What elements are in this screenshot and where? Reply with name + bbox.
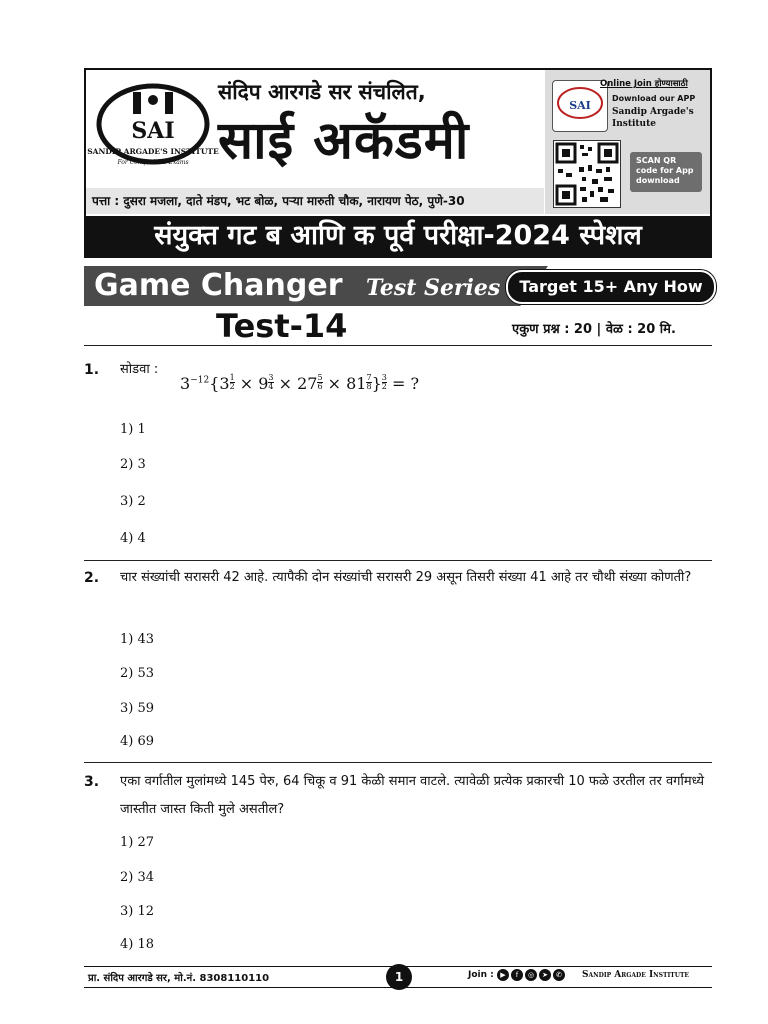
whatsapp-icon[interactable]: ✆: [553, 969, 565, 981]
question-text: चार संख्यांची सरासरी 42 आहे. त्यापैकी दोन संख्यांची सरासरी 29 असून तिसरी संख्या 41 आहे तर चौथी संख्या कोणती?: [120, 570, 692, 585]
exam-banner: संयुक्त गट ब आणि क पूर्व परीक्षा-2024 स्पेशल: [86, 216, 710, 256]
telegram-icon[interactable]: ➤: [539, 969, 551, 981]
test-title: Test-14: [216, 307, 348, 345]
option-1[interactable]: 1) 1: [120, 422, 146, 437]
qr-code-icon[interactable]: [553, 140, 621, 208]
logo-caption: SANDIP ARGADE'S INSTITUTE: [87, 147, 219, 156]
target-badge: Target 15+ Any How: [506, 270, 716, 304]
logo-tagline: For Competitive Exams: [117, 159, 189, 166]
sai-logo: [87, 78, 219, 180]
option-4[interactable]: 4) 69: [120, 734, 155, 749]
option-1[interactable]: 1) 27: [120, 835, 155, 850]
question-text: एका वर्गातील मुलांमध्ये 145 पेरु, 64 चिकू व 91 केळी समान वाटले. त्यावेळी प्रत्येक प्रकारची 10 फळे उरतील तर वर्गामध्ये जास्तीत जास्त किती मुले असतील?: [120, 774, 705, 817]
option-4[interactable]: 4) 18: [120, 937, 155, 952]
facebook-icon[interactable]: f: [511, 969, 523, 981]
option-2[interactable]: 2) 34: [120, 870, 155, 885]
question-formula: $3^{-12}\{3$ $\frac{1}{2}$ × 9 $\frac{3}{4}$ × 27 $\frac{5}{6}$ × 81 $\frac{7}{8}$ } $\frac{3}{2}$ = ?: [180, 373, 420, 393]
institute-line2: Institute: [612, 119, 656, 129]
address: पत्ता : दुसरा मजला, दाते मंडप, भट बोळ, पऱ्या मारुती चौक, नारायण पेठ, पुणे-30: [86, 188, 544, 214]
download-app-text: Download our APP: [612, 94, 696, 103]
page-number: 1: [386, 964, 412, 990]
option-4[interactable]: 4) 4: [120, 531, 146, 546]
institute-name: [612, 106, 694, 130]
academy-title: साई अकॅडमी: [218, 111, 470, 171]
social-icons: [497, 969, 565, 981]
youtube-icon[interactable]: ▶: [497, 969, 509, 981]
pre-title: संदिप आरगडे सर संचलित,: [218, 80, 426, 104]
small-logo-text: SAI: [569, 99, 591, 112]
footer-contact: प्रा. संदिप आरगडे सर, मो.नं. 8308110110: [88, 973, 270, 984]
question-number: 2.: [84, 570, 100, 586]
divider: [84, 345, 712, 346]
series-title: Game Changer: [94, 268, 343, 303]
divider: [84, 762, 712, 763]
footer-join-label: Join :: [468, 970, 494, 980]
option-2[interactable]: 2) 3: [120, 457, 146, 472]
test-meta: एकुण प्रश्न : 20 | वेळ : 20 मि.: [512, 322, 676, 337]
divider: [84, 560, 712, 561]
online-join-text: Online Join होण्यासाठी: [600, 79, 688, 89]
institute-line1: Sandip Argade's: [612, 107, 694, 117]
footer-institute: Sandip Argade Institute: [582, 970, 689, 980]
option-3[interactable]: 3) 2: [120, 494, 146, 509]
option-3[interactable]: 3) 12: [120, 904, 155, 919]
scan-qr-label: SCAN QR code for App download: [630, 152, 702, 192]
question-number: 3.: [84, 774, 100, 790]
question-number: 1.: [84, 362, 100, 378]
instagram-icon[interactable]: ◎: [525, 969, 537, 981]
question-text: सोडवा :: [120, 362, 159, 377]
logo-text: SAI: [131, 118, 175, 144]
option-2[interactable]: 2) 53: [120, 666, 155, 681]
series-subtitle: Test Series: [366, 275, 501, 301]
option-3[interactable]: 3) 59: [120, 701, 155, 716]
option-1[interactable]: 1) 43: [120, 632, 155, 647]
